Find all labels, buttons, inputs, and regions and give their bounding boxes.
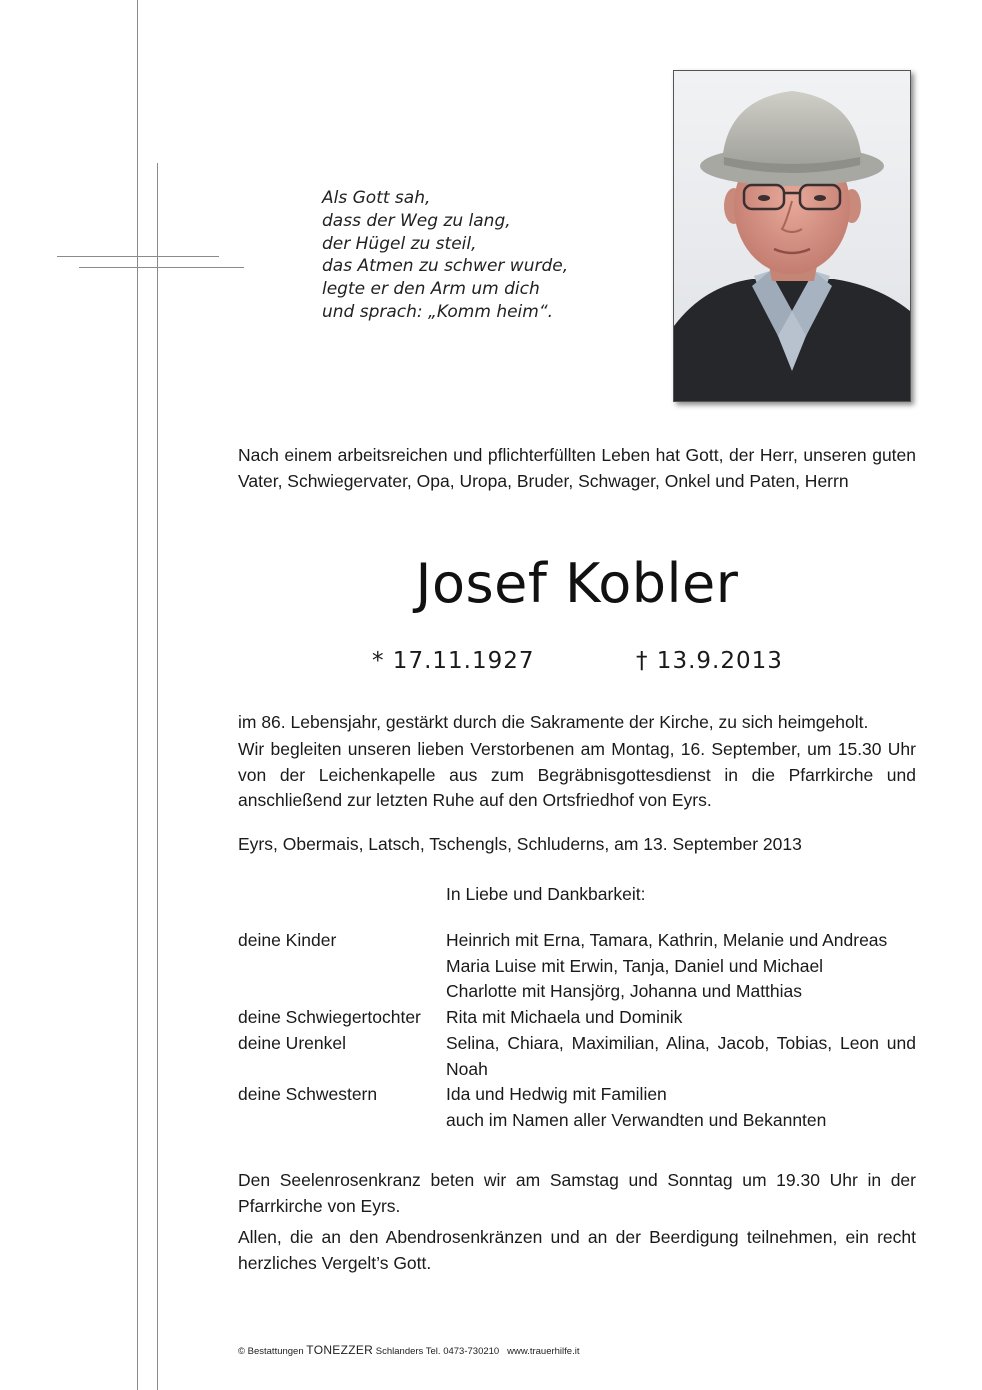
daughter-in-law-names: Rita mit Michaela und Dominik [446, 1007, 683, 1027]
thanks-notice: Allen, die an den Abendrosenkränzen und an der Beerdigung teilnehmen, ein recht herzliches Vergelt’s Gott. [238, 1227, 916, 1273]
children-line: Charlotte mit Hansjörg, Johanna und Matthias [446, 981, 803, 1001]
poem [322, 187, 568, 324]
sisters-label: deine Schwestern [238, 1084, 378, 1104]
footer-location-phone: Schlanders Tel. 0473-730210 [375, 1346, 500, 1357]
footer [238, 1343, 579, 1357]
birth-date: * 17.11.1927 [372, 648, 535, 674]
footer-brand: TONEZZER [306, 1343, 374, 1357]
poem-line: der Hügel zu steil, [322, 233, 477, 254]
children-line: Maria Luise mit Erwin, Tanja, Daniel und Michael [446, 955, 824, 976]
intro-paragraph: Nach einem arbeitsreichen und pflichterfüllten Leben hat Gott, der Herr, unseren guten Vater, Schwiegervater, Opa, Uropa, Bruder, Schwager, Onkel und Paten, Herrn [238, 445, 916, 491]
deceased-name: Josef Kobler [415, 552, 739, 615]
cross-horizontal-bottom [79, 267, 244, 268]
footer-website-link[interactable]: www.trauerhilfe.it [507, 1346, 580, 1357]
great-grandchildren-label: deine Urenkel [238, 1033, 346, 1053]
daughter-in-law-label: deine Schwiegertochter [238, 1007, 421, 1027]
rosary-notice: Den Seelenrosenkranz beten wir am Samstag und Sonntag um 19.30 Uhr in der Pfarrkirche von Eyrs. [238, 1170, 916, 1216]
cross-vertical-left [137, 0, 138, 1390]
portrait-illustration [674, 71, 910, 401]
great-grandchildren-names: Selina, Chiara, Maximilian, Alina, Jacob, Tobias, Leon und Noah [446, 1033, 916, 1079]
sisters-names [446, 1082, 916, 1133]
children-label: deine Kinder [238, 930, 337, 950]
cross-horizontal-top [57, 256, 219, 257]
poem-line: und sprach: „Komm heim“. [322, 301, 554, 322]
places-and-date: Eyrs, Obermais, Latsch, Tschengls, Schluderns, am 13. September 2013 [238, 834, 802, 854]
death-date: † 13.9.2013 [636, 648, 783, 674]
children-names [446, 928, 916, 1005]
cross-vertical-right [157, 163, 158, 1390]
funeral-details: Wir begleiten unseren lieben Verstorbenen am Montag, 16. September, um 15.30 Uhr von der Leichenkapelle aus zum Begräbnisgottesdienst in die Pfarrkirche und anschließend zur letzten Ruhe auf den Ortsfriedhof von Eyrs. [238, 739, 916, 810]
footer-copyright: © Bestattungen [238, 1346, 304, 1357]
poem-line: legte er den Arm um dich [322, 279, 540, 300]
age-statement: im 86. Lebensjahr, gestärkt durch die Sakramente der Kirche, zu sich heimgeholt. [238, 712, 869, 732]
poem-line: Als Gott sah, [322, 188, 431, 208]
poem-line: dass der Weg zu lang, [322, 210, 511, 231]
closing-phrase: In Liebe und Dankbarkeit: [446, 884, 646, 904]
portrait-photo [673, 70, 911, 402]
sisters-line: Ida und Hedwig mit Familien [446, 1084, 667, 1104]
sisters-line: auch im Namen aller Verwandten und Bekannten [446, 1109, 827, 1130]
poem-line: das Atmen zu schwer wurde, [322, 256, 569, 277]
children-line: Heinrich mit Erna, Tamara, Kathrin, Melanie und Andreas [446, 930, 888, 950]
